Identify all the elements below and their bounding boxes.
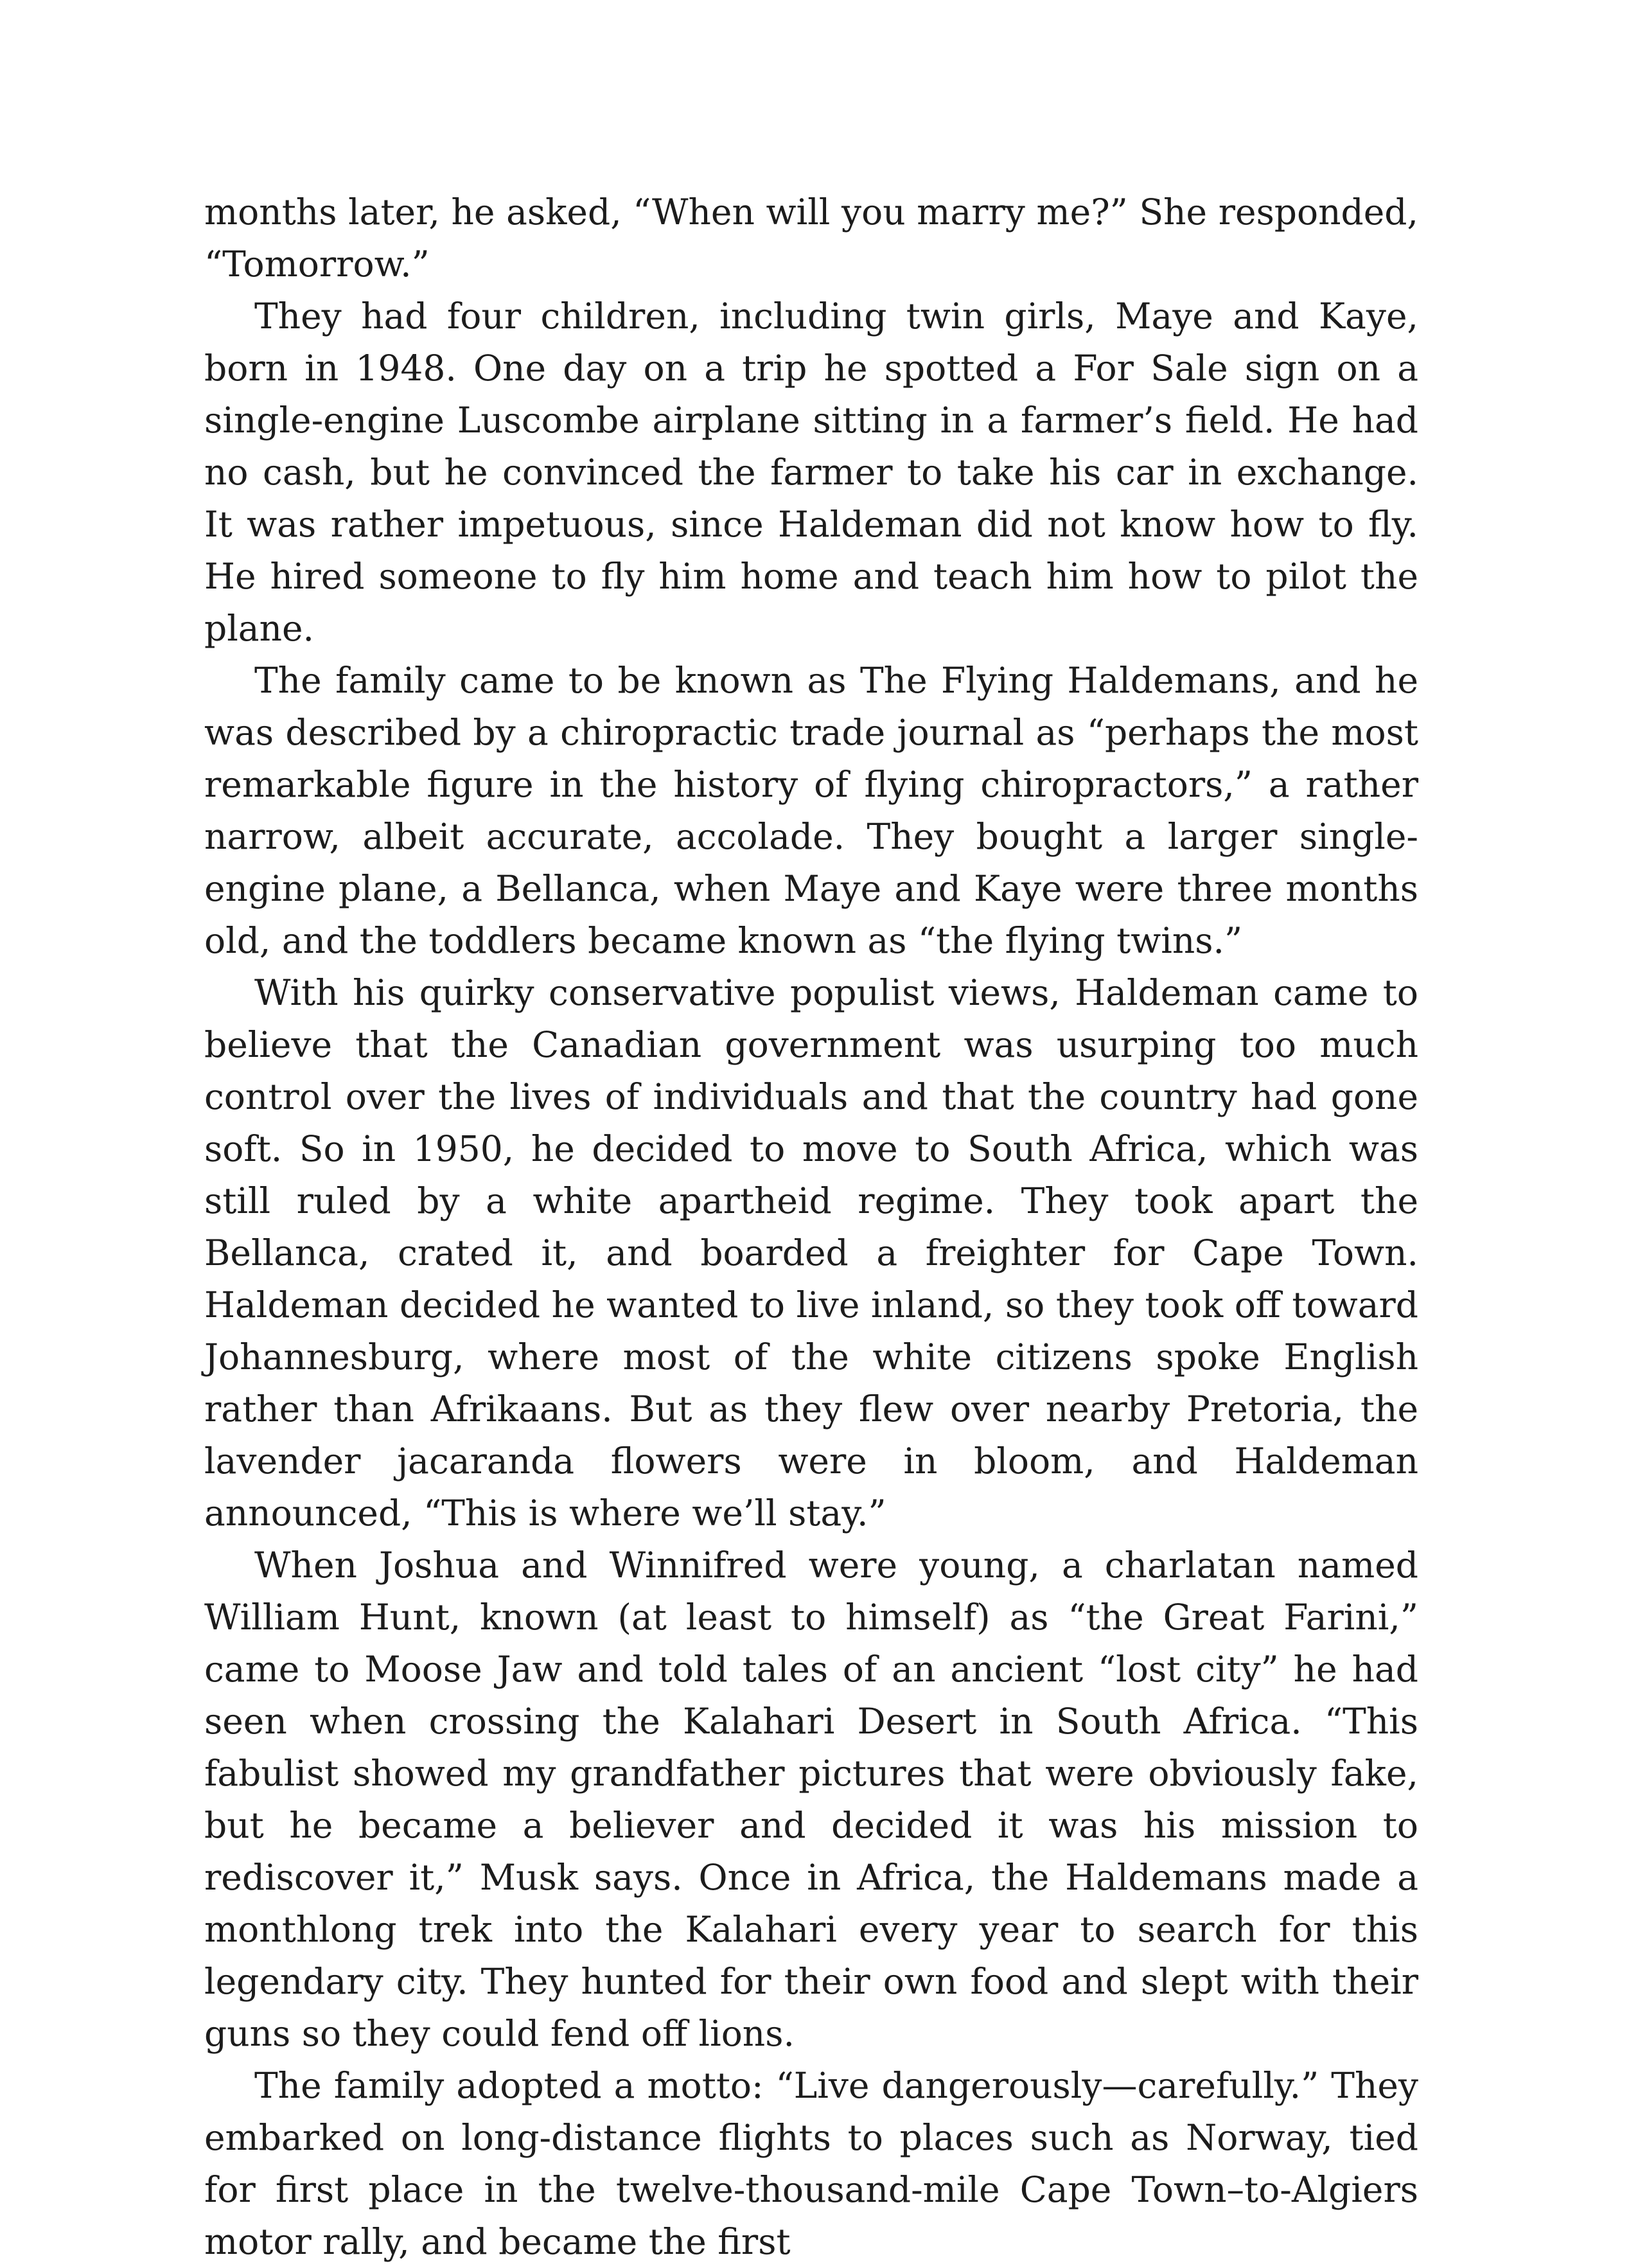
paragraph-family-motto: The family adopted a motto: “Live dangerously—carefully.” They embarked on long-distance flights to places such as Norway, tied for first place in the twelve-thousand-mile Cape Town–to-Algiers motor rally, and became the first (204, 2065, 1418, 2262)
paragraph-twin-girls: They had four children, including twin girls, Maye and Kaye, born in 1948. One day on a trip he spotted a For Sale sign on a single-engine Luscombe airplane sitting in a farmer’s field. He had no cash, but he convinced the farmer to take his car in exchange. It was rather impetuous, since Haldeman did not know how to fly. He hired someone to fly him home and teach him how to pilot the plane. (204, 296, 1418, 649)
paragraph-lost-city: When Joshua and Winnifred were young, a charlatan named William Hunt, known (at least to himself) as “the Great Farini,” came to Moose Jaw and told tales of an ancient “lost city” he had seen when crossing the Kalahari Desert in South Africa. “This fabulist showed my grandfather pictures that were obviously fake, but he became a believer and decided it was his mission to rediscover it,” Musk says. Once in Africa, the Haldemans made a monthlong trek into the Kalahari every year to search for this legendary city. They hunted for their own food and slept with their guns so they could fend off lions. (204, 1545, 1418, 2054)
paragraph-continued: months later, he asked, “When will you marry me?” She responded, “Tomorrow.” (204, 191, 1418, 285)
paragraph-flying-haldemans: The family came to be known as The Flying Haldemans, and he was described by a chiropractic trade journal as “perhaps the most remarkable figure in the history of flying chiropractors,” a rather narrow, albeit accurate, accolade. They bought a larger single-engine plane, a Bellanca, when Maye and Kaye were three months old, and the toddlers became known as “the flying twins.” (204, 660, 1418, 961)
page-body (204, 186, 1418, 2268)
paragraph-move-to-south-africa: With his quirky conservative populist views, Haldeman came to believe that the Canadian government was usurping too much control over the lives of individuals and that the country had gone soft. So in 1950, he decided to move to South Africa, which was still ruled by a white apartheid regime. They took apart the Bellanca, crated it, and boarded a freighter for Cape Town. Haldeman decided he wanted to live inland, so they took off toward Johannesburg, where most of the white citizens spoke English rather than Afrikaans. But as they flew over nearby Pretoria, the lavender jacaranda flowers were in bloom, and Haldeman announced, “This is where we’ll stay.” (204, 972, 1418, 1534)
